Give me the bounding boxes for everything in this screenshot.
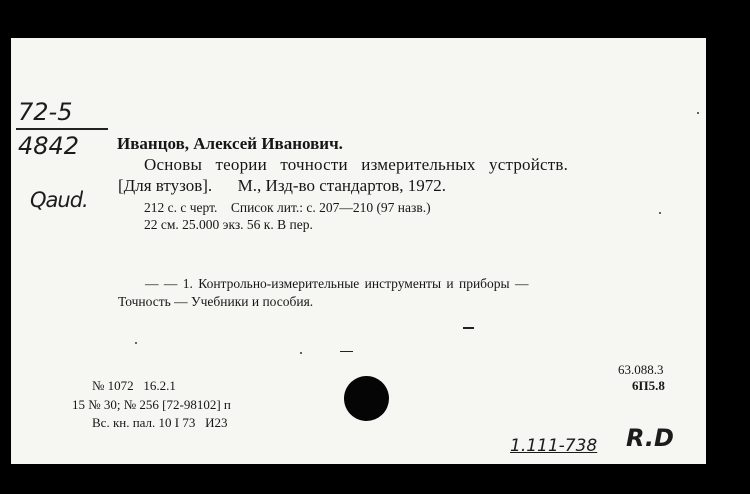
tracing-line-1: — — 1. Контрольно-измерительные инструменты и приборы — bbox=[145, 276, 529, 291]
title-line-2: [Для втузов]. М., Изд-во стандартов, 1972. bbox=[118, 176, 446, 195]
call-number-underline bbox=[16, 128, 108, 130]
registry-line-3: Вс. кн. пал. 10 I 73 И23 bbox=[92, 415, 228, 430]
tracing-line-2: Точность — Учебники и пособия. bbox=[118, 294, 314, 309]
registry-line-1: № 1072 16.2.1 bbox=[92, 378, 176, 393]
bbk-code: 6П5.8 bbox=[632, 378, 665, 393]
author-heading: Иванцов, Алексей Иванович. bbox=[117, 134, 343, 153]
handwritten-bottom-initials: R.D bbox=[626, 424, 674, 452]
speck bbox=[659, 212, 661, 214]
mark-dash-1 bbox=[463, 327, 474, 329]
speck bbox=[135, 342, 137, 344]
udc-code: 63.088.3 bbox=[618, 362, 664, 377]
collation-line-1: 212 с. с черт. Список лит.: с. 207—210 (97 назв.) bbox=[144, 200, 431, 215]
mark-dash-2 bbox=[340, 351, 353, 352]
registry-line-2: 15 № 30; № 256 [72-98102] п bbox=[72, 397, 231, 412]
handwritten-bottom-number: 1.111-738 bbox=[510, 436, 598, 456]
collation-line-2: 22 см. 25.000 экз. 56 к. В пер. bbox=[144, 217, 313, 232]
handwritten-call-number-bottom: 4842 bbox=[18, 132, 80, 160]
speck bbox=[697, 112, 699, 114]
card-punch-hole bbox=[344, 376, 389, 421]
title-line-1: Основы теории точности измерительных устройств. bbox=[144, 155, 569, 174]
speck bbox=[300, 352, 302, 354]
handwritten-call-number-top: 72-5 bbox=[18, 98, 73, 126]
handwritten-scribble: Qaud. bbox=[30, 188, 88, 212]
